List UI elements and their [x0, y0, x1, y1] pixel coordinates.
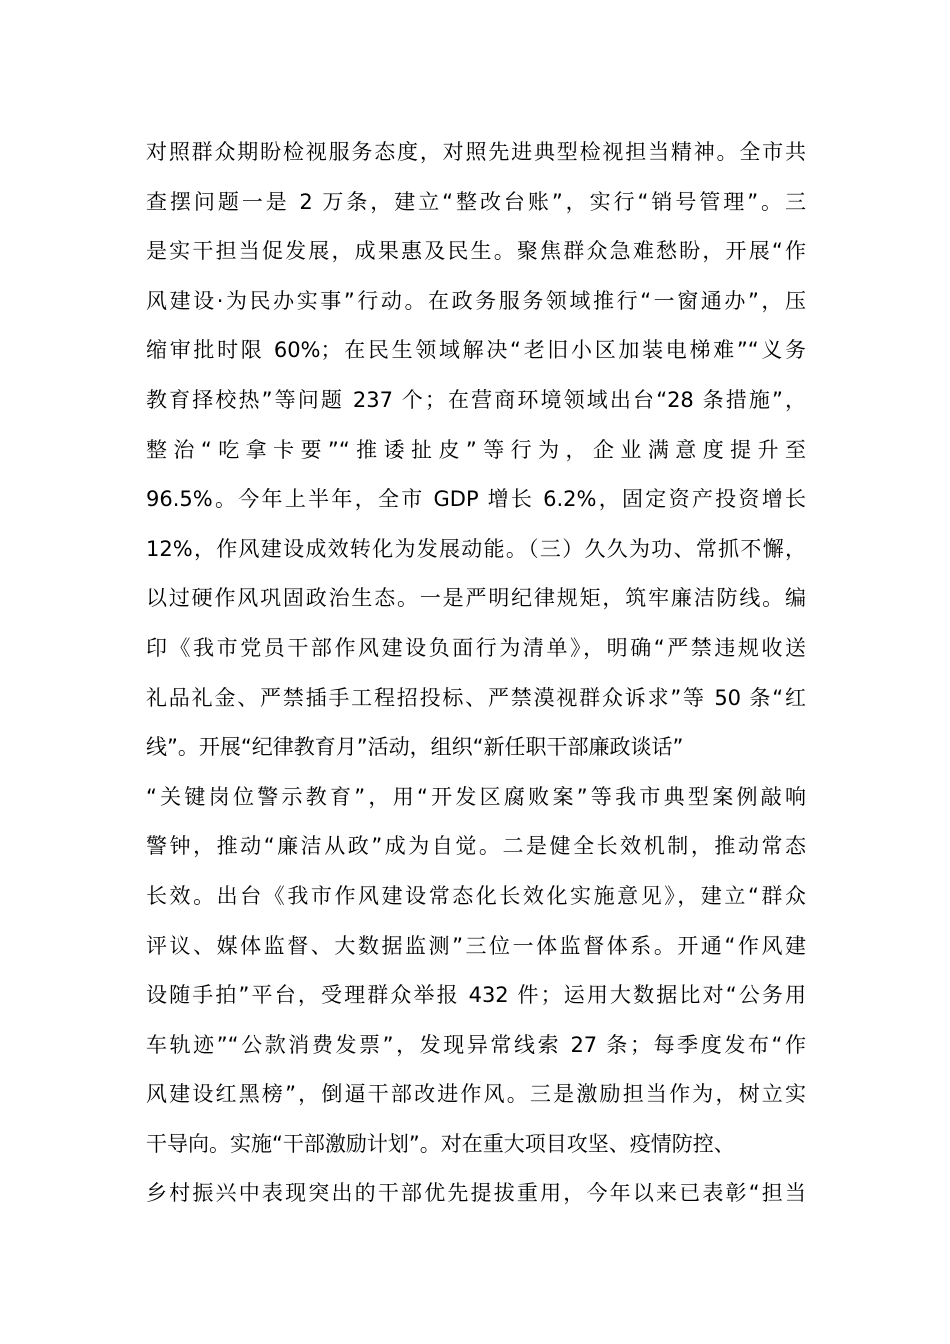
text-line-17: 评议、媒体监督、大数据监测”三位一体监督体系。开通“作风建: [146, 933, 806, 958]
text-line-1: 对照群众期盼检视服务态度，对照先进典型检视担当精神。全市共: [146, 140, 806, 164]
text-line-9: 12%，作风建设成效转化为发展动能。（三）久久为功、常抓不懈，: [146, 536, 806, 561]
text-line-7: 整治“吃拿卡要”“推诿扯皮”等行为，企业满意度提升至: [146, 437, 806, 462]
text-line-13: 线”。开展“纪律教育月”活动，组织“新任职干部廉政谈话”: [146, 735, 684, 760]
text-line-8: 96.5%。今年上半年，全市 GDP 增长 6.2%，固定资产投资增长: [146, 487, 806, 512]
text-line-2: 查摆问题一是 2 万条，建立“整改台账”，实行“销号管理”。三: [146, 189, 806, 214]
text-line-3: 是实干担当促发展，成果惠及民生。聚焦群众急难愁盼，开展“作: [146, 239, 806, 264]
text-line-19: 车轨迹”“公款消费发票”，发现异常线索 27 条；每季度发布“作: [146, 1032, 806, 1057]
text-line-14: “关键岗位警示教育”，用“开发区腐败案”等我市典型案例敲响: [146, 784, 806, 809]
body-text: [146, 128, 806, 1219]
text-line-20: 风建设红黑榜”，倒逼干部改进作风。三是激励担当作为，树立实: [146, 1082, 806, 1107]
text-line-10: 以过硬作风巩固政治生态。一是严明纪律规矩，筑牢廉洁防线。编: [146, 586, 806, 611]
text-line-5: 缩审批时限 60%；在民生领域解决“老旧小区加装电梯难”“义务: [146, 338, 806, 363]
text-line-4: 风建设·为民办实事”行动。在政务服务领域推行“一窗通办”，压: [146, 288, 806, 313]
text-line-21: 干导向。实施“干部激励计划”。对在重大项目攻坚、疫情防控、: [146, 1131, 735, 1156]
text-line-15: 警钟，推动“廉洁从政”成为自觉。二是健全长效机制，推动常态: [146, 834, 806, 859]
text-line-18: 设随手拍”平台，受理群众举报 432 件；运用大数据比对“公务用: [146, 983, 806, 1008]
text-line-22: 乡村振兴中表现突出的干部优先提拔重用，今年以来已表彰“担当: [146, 1181, 806, 1206]
text-line-11: 印《我市党员干部作风建设负面行为清单》，明确“严禁违规收送: [146, 635, 806, 660]
text-line-6: 教育择校热”等问题 237 个；在营商环境领域出台“28 条措施”，: [146, 387, 806, 412]
text-line-16: 长效。出台《我市作风建设常态化长效化实施意见》，建立“群众: [146, 883, 806, 908]
text-line-12: 礼品礼金、严禁插手工程招投标、严禁漠视群众诉求”等 50 条“红: [146, 685, 806, 710]
